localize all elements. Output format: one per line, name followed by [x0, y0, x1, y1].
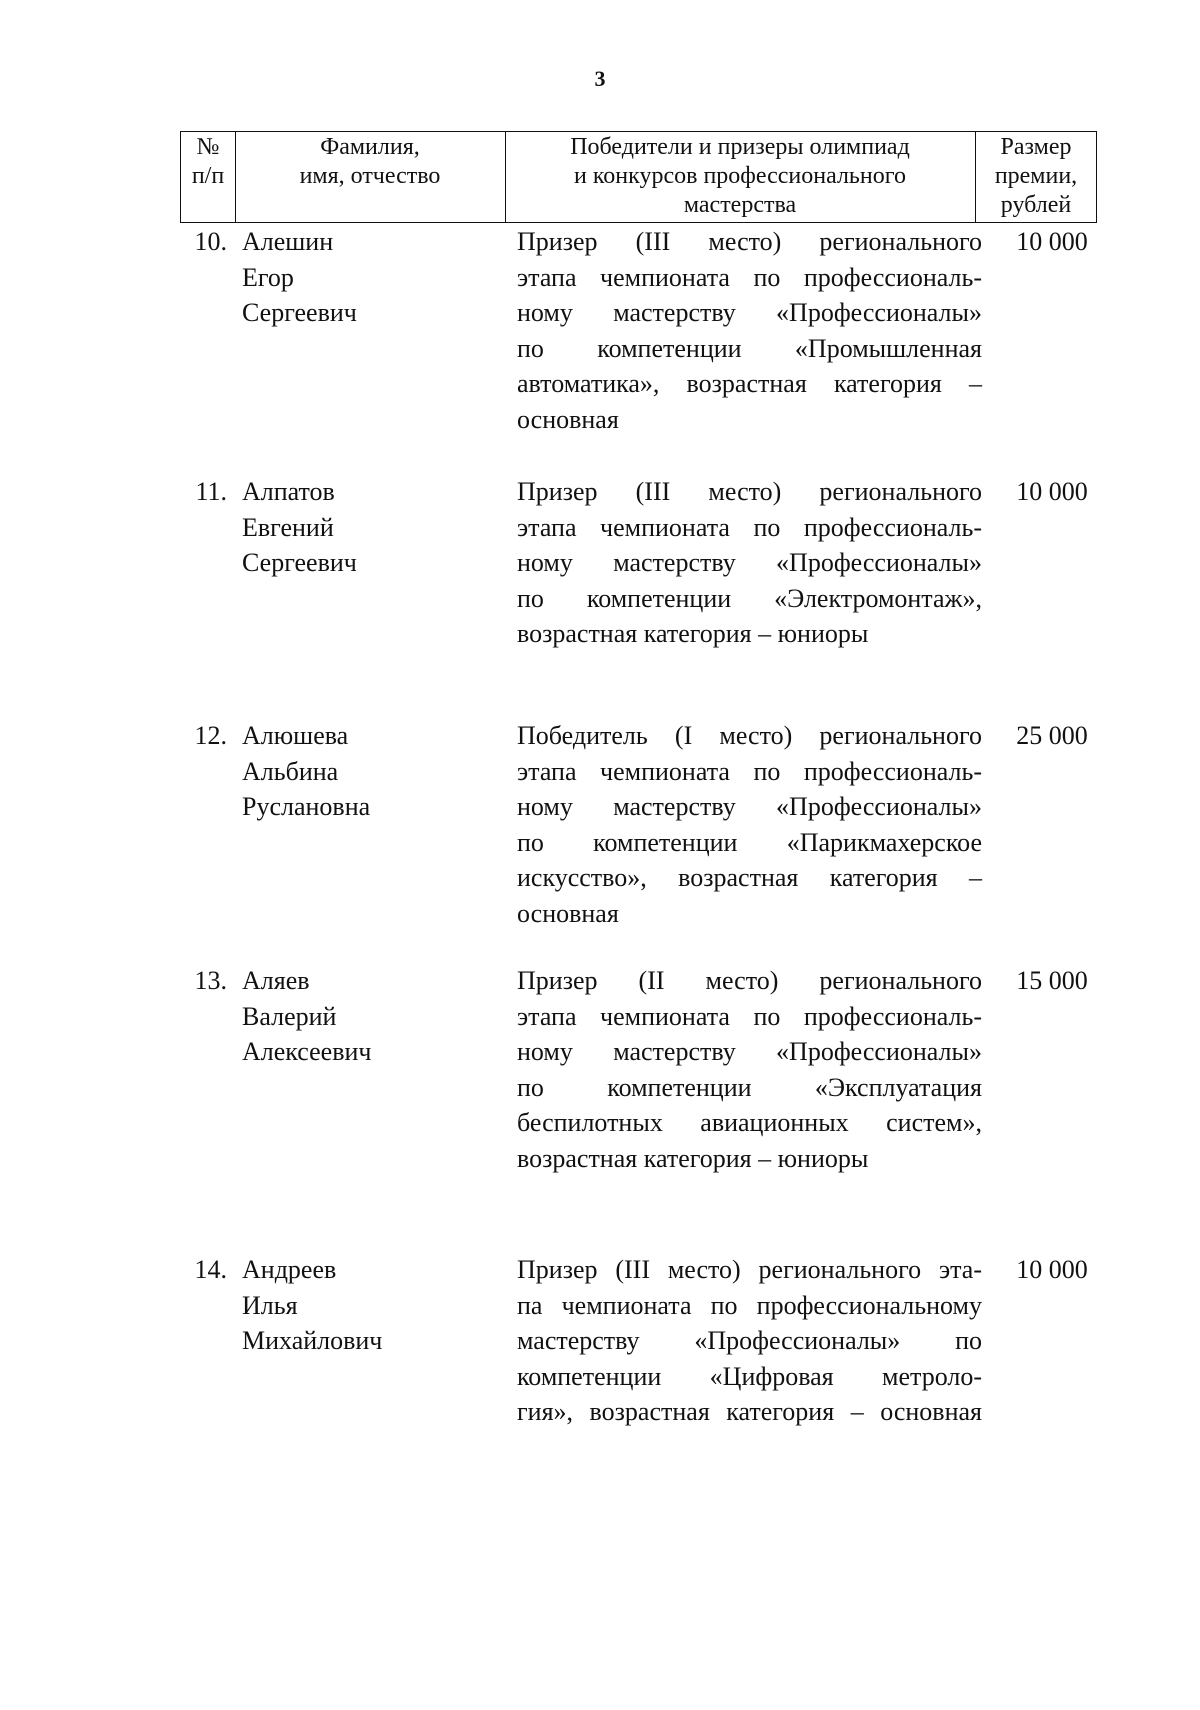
desc-line: па чемпионата по профессиональному	[517, 1290, 982, 1320]
patronymic: Руслановна	[242, 792, 371, 821]
header-num-line: п/п	[191, 163, 225, 189]
desc-line: по компетенции «Эксплуатация	[517, 1072, 982, 1102]
prize-amount: 10 000	[1016, 227, 1088, 256]
desc-line: этапа чемпионата по профессиональ-	[517, 512, 982, 542]
desc-line: Призер (III место) регионального	[517, 477, 982, 506]
desc-line: основная	[517, 898, 619, 928]
header-desc-line: и конкурсов профессионального	[574, 163, 906, 189]
desc-line: Призер (III место) регионального	[517, 227, 982, 256]
desc-line: компетенции «Цифровая метроло-	[517, 1361, 982, 1391]
desc-line: ному мастерству «Профессионалы»	[517, 548, 982, 577]
patronymic: Сергеевич	[242, 298, 357, 327]
first-name: Илья	[242, 1290, 298, 1320]
surname: Аляев	[242, 966, 310, 995]
header-name-line: имя, отчество	[299, 163, 441, 189]
header-num-line: №	[196, 134, 220, 160]
award-description	[517, 474, 982, 652]
award-description	[517, 1252, 982, 1430]
header-desc-line: Победители и призеры олимпиад	[570, 134, 910, 160]
header-amount	[975, 132, 1097, 222]
person-name	[242, 718, 492, 825]
header-amount-line: премии,	[994, 163, 1078, 189]
first-name: Егор	[242, 262, 294, 292]
desc-line: автоматика», возрастная категория –	[517, 369, 982, 398]
desc-line: этапа чемпионата по профессиональ-	[517, 1001, 982, 1031]
award-description	[517, 718, 982, 931]
header-num	[181, 132, 235, 222]
header-desc-line: мастерства	[683, 192, 797, 218]
desc-line: гия», возрастная категория – основная	[517, 1397, 982, 1426]
prize-amount: 10 000	[1016, 477, 1088, 506]
header-desc	[505, 132, 975, 222]
award-description	[517, 963, 982, 1176]
award-description	[517, 224, 982, 437]
first-name: Евгений	[242, 512, 334, 542]
desc-line: мастерству «Профессионалы» по	[517, 1326, 982, 1355]
desc-line: по компетенции «Промышленная	[517, 333, 982, 363]
prize-amount: 10 000	[1016, 1255, 1088, 1284]
desc-line: возрастная категория – юниоры	[517, 1143, 869, 1173]
desc-line: возрастная категория – юниоры	[517, 619, 869, 648]
person-name	[242, 963, 492, 1070]
table-header	[180, 131, 1097, 223]
prize-amount: 15 000	[1016, 966, 1088, 995]
desc-line: Победитель (I место) регионального	[517, 721, 982, 750]
first-name: Валерий	[242, 1001, 337, 1031]
surname: Андреев	[242, 1255, 337, 1284]
person-name	[242, 224, 492, 331]
desc-line: этапа чемпионата по профессиональ-	[517, 756, 982, 786]
header-amount-line: рублей	[1000, 192, 1072, 218]
desc-line: Призер (III место) регионального эта-	[517, 1255, 982, 1284]
row-number: 14.	[194, 1255, 227, 1284]
header-amount-line: Размер	[1000, 134, 1072, 160]
desc-line: искусство», возрастная категория –	[517, 863, 982, 892]
patronymic: Михайлович	[242, 1326, 383, 1355]
desc-line: основная	[517, 404, 619, 434]
desc-line: ному мастерству «Профессионалы»	[517, 298, 982, 327]
header-name-line: Фамилия,	[320, 134, 420, 160]
row-number: 11.	[195, 477, 227, 506]
desc-line: по компетенции «Электромонтаж»,	[517, 583, 982, 613]
patronymic: Сергеевич	[242, 548, 357, 577]
first-name: Альбина	[242, 756, 339, 786]
header-name	[235, 132, 505, 222]
desc-line: ному мастерству «Профессионалы»	[517, 792, 982, 821]
row-number: 12.	[194, 721, 227, 750]
surname: Алюшева	[242, 721, 349, 750]
patronymic: Алексеевич	[242, 1037, 372, 1066]
person-name	[242, 1252, 492, 1359]
page-number: 3	[594, 66, 606, 91]
desc-line: по компетенции «Парикмахерское	[517, 827, 982, 857]
person-name	[242, 474, 492, 581]
desc-line: Призер (II место) регионального	[517, 966, 982, 995]
row-number: 10.	[194, 227, 227, 256]
desc-line: ному мастерству «Профессионалы»	[517, 1037, 982, 1066]
prize-amount: 25 000	[1016, 721, 1088, 750]
surname: Алпатов	[242, 477, 335, 506]
surname: Алешин	[242, 227, 334, 256]
desc-line: этапа чемпионата по профессиональ-	[517, 262, 982, 292]
row-number: 13.	[194, 966, 227, 995]
desc-line: беспилотных авиационных систем»,	[517, 1108, 982, 1137]
